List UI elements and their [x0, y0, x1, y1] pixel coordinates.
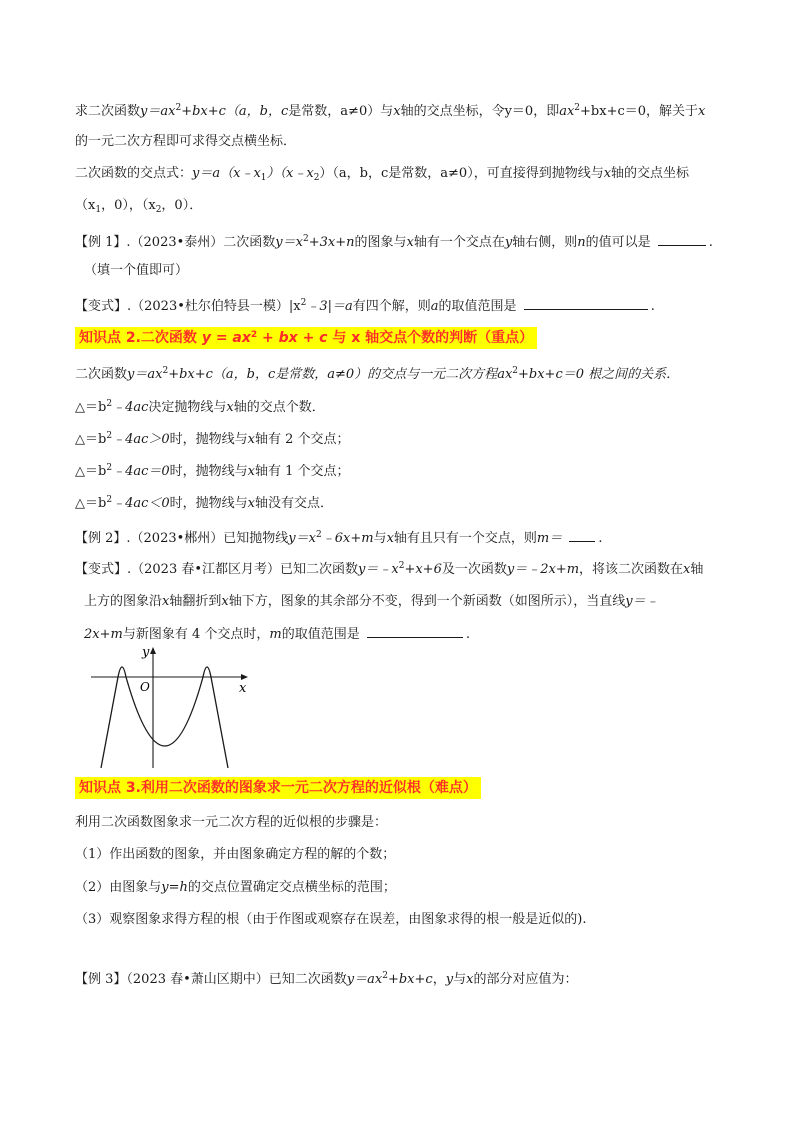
- answer-blank[interactable]: [658, 232, 706, 246]
- step-2: （2）由图象与y=h的交点位置确定交点横坐标的范围；: [75, 880, 396, 895]
- intro-line-3: 二次函数的交点式：$y=a(x﹣x_1)(x﹣x_2)(a$，b，c是常数，a≠0），可直接得到抛物线与x轴的交点坐标: [75, 166, 690, 183]
- disc-line-1: $\triangle=b^2﹣4ac$决定抛物线与x轴的交点个数．: [75, 399, 325, 415]
- y-axis-label: y: [142, 645, 150, 660]
- answer-blank[interactable]: [569, 528, 595, 542]
- variant-2-line-2: 上方的图象沿x轴翻折到x轴下方，图象的其余部分不变，得到一个新函数（如图所示），当直线y＝﹣: [84, 594, 659, 609]
- disc-line-3: $\triangle=b^2﹣4ac=0$时，抛物线与x轴有 1 个交点；: [75, 463, 350, 479]
- middle-curve: [126, 677, 203, 746]
- example-1: 【例 1】.（2023•泰州）二次函数$y=x^2+3x+n$的图象与x轴有一个交点在y轴右侧，则n的值可以是 .: [75, 234, 713, 250]
- y-axis-arrow: [150, 647, 156, 654]
- disc-line-4: $\triangle=b^2﹣4ac<0$时，抛物线与x轴没有交点．: [75, 495, 334, 511]
- variant-1: 【变式】.（2023•杜尔伯特县一模）$|x^2﹣3|=a$有四个解，则a的取值范围是 .: [75, 298, 655, 314]
- intro-line-4: （$x_1$，0），（$x_2$，0）．: [75, 198, 203, 215]
- knowledge-point-2-heading: 知识点 2.二次函数 $y = ax^2$ + bx + c 与 x 轴交点个数的判断（重点）: [75, 327, 537, 349]
- origin-label: O: [140, 680, 150, 694]
- steps-intro: 利用二次函数图象求一元二次方程的近似根的步骤是：: [75, 815, 388, 830]
- example-2: 【例 2】.（2023•郴州）已知抛物线$y=x^2﹣6x+m$与x轴有且只有一个交点，则m＝ .: [75, 530, 603, 546]
- example-3: 【例 3】（2023 春•萧山区期中）已知二次函数$y=ax^2+bx+c$，y与x的部分对应值为：: [75, 971, 578, 987]
- answer-blank[interactable]: [367, 624, 463, 638]
- disc-intro: 二次函数$y=ax^2+bx+c(a$，b，c是常数，a≠0）的交点与一元二次方程$ax^2+bx+c=0$ 根之间的关系．: [75, 366, 680, 382]
- variant-2-line-3: 2x+m与新图象有 4 个交点时，m的取值范围是 .: [84, 624, 470, 644]
- x-axis-label: x: [239, 681, 247, 696]
- intro-line-2: 的一元二次方程即可求得交点横坐标．: [75, 134, 297, 149]
- knowledge-point-3-heading: 知识点 3.利用二次函数的图象求一元二次方程的近似根（难点）: [75, 777, 481, 799]
- step-1: （1）作出函数的图象，并由图象确定方程的解的个数；: [75, 847, 396, 862]
- answer-blank[interactable]: [524, 296, 648, 310]
- left-branch: [101, 667, 126, 768]
- x-axis-arrow: [241, 674, 248, 680]
- parabola-graph: [86, 640, 261, 770]
- example-1-note: （填一个值即可）: [84, 263, 189, 278]
- intro-line-1: 求二次函数$y=ax^2+bx+c(a$，b，c是常数，a≠0）与x轴的交点坐标，令y＝0，即$ax^2+bx+c=0$，解关于x: [75, 103, 706, 119]
- disc-line-2: $\triangle=b^2﹣4ac>0$时，抛物线与x轴有 2 个交点；: [75, 431, 350, 447]
- right-branch: [203, 667, 228, 768]
- variant-2-line-1: 【变式】.（2023 春•江都区月考）已知二次函数$y=﹣x^2+x+6$及一次函数y＝﹣2x+m，将该二次函数在x轴: [75, 561, 704, 577]
- step-3: （3）观察图象求得方程的根（由于作图或观察存在误差，由图象求得的根一般是近似的).: [75, 912, 587, 927]
